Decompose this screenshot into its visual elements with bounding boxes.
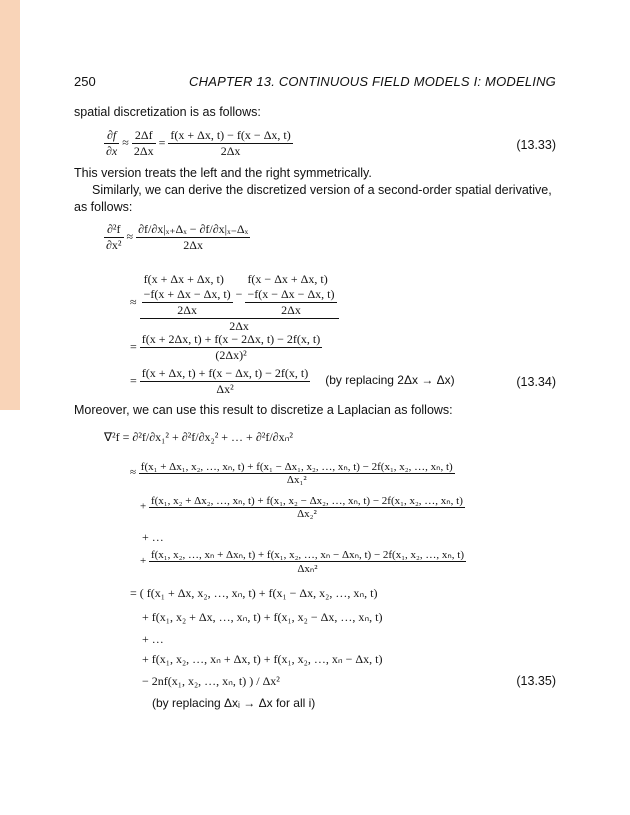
eq34-l3-num: f(x + 2Δx, t) + f(x − 2Δx, t) − 2f(x, t) [141, 332, 321, 346]
eq34-l2-b1: f(x − Δx + Δx, t) [247, 272, 328, 286]
equation-13-35-line3: + … [142, 530, 164, 544]
eq34-l2-b2: −f(x − Δx − Δx, t) [247, 287, 335, 301]
page-number: 250 [74, 74, 96, 89]
eq35-l1-num: f(x₁ + Δx₁, x₂, …, xₙ, t) + f(x₁ − Δx₁, x₂, …, xₙ, t) − 2f(x₁, x₂, …, xₙ, t) [140, 461, 453, 473]
page-edge-tab [0, 0, 20, 410]
eq34-note: (by replacing 2Δx → Δx) [325, 373, 455, 388]
equation-13-35-r1: = ( f(x₁ + Δx, x₂, …, xₙ, t) + f(x₁ − Δx, x₂, …, xₙ, t) [130, 586, 378, 600]
equation-13-35-lhs: ∇²f = ∂²f/∂x₁² + ∂²f/∂x₂² + … + ∂²f/∂xₙ² [104, 430, 293, 444]
eq34-l4-den: Δx² [216, 382, 234, 396]
equation-13-34-line1: $\frac{\text{∂²f}}{\text{∂x²}}$ ≈ $\frac{\text{∂f/∂x|ₓ₊Δₓ − ∂f/∂x|ₓ₋Δₓ}}{2\Delta x}$ [106, 222, 249, 252]
eq35-l2-num: f(x₁, x₂ + Δx₂, …, xₙ, t) + f(x₁, x₂ − Δx₂, …, xₙ, t) − 2f(x₁, x₂, …, xₙ, t) [150, 495, 463, 507]
eq34-l2-ad: 2Δx [177, 303, 197, 317]
equation-13-34-line2: ≈ f(x + Δx + Δx, t) −f(x + Δx − Δx, t) 2Δx − f(x − Δx + Δx, t) −f(x − Δx − Δx, t) 2Δx 2Δx [130, 272, 339, 334]
eq-number-13-34: (13.34) [516, 375, 556, 389]
equation-13-35-r4: + f(x₁, x₂, …, xₙ + Δx, t) + f(x₁, x₂, …, xₙ − Δx, t) [142, 652, 383, 666]
eq35-note: (by replacing Δxᵢ → Δx for all i) [152, 696, 316, 710]
eq34-lhs-den: ∂x² [106, 238, 122, 252]
equation-13-35-r5: − 2nf(x₁, x₂, …, xₙ, t) ) / Δx² [142, 674, 280, 688]
eq34-l1-den: 2Δx [183, 238, 203, 252]
paragraph-intro: spatial discretization is as follows: [74, 105, 261, 119]
equation-13-34-line3: = $\frac{f(x + 2\Delta x, t) + f(x - 2\Delta x, t) - 2f(x, t)}{\text{(2Δx)²}}$ [130, 332, 321, 362]
paragraph-symmetric: This version treats the left and the right symmetrically. [74, 166, 372, 180]
eq35-l2-den: Δx₂² [297, 508, 317, 520]
running-head: CHAPTER 13. CONTINUOUS FIELD MODELS I: MODELING [189, 74, 556, 89]
equation-13-35-line4: + f(x₁, x₂, …, xₙ + Δxₙ, t) + f(x₁, x₂, …, xₙ − Δxₙ, t) − 2f(x₁, x₂, …, xₙ, t) Δxₙ² [140, 549, 464, 575]
equation-13-35-line1: ≈ f(x₁ + Δx₁, x₂, …, xₙ, t) + f(x₁ − Δx₁, x₂, …, xₙ, t) − 2f(x₁, x₂, …, xₙ, t) Δx₁² [130, 461, 453, 486]
eq35-l4-num: f(x₁, x₂, …, xₙ + Δxₙ, t) + f(x₁, x₂, …, xₙ − Δxₙ, t) − 2f(x₁, x₂, …, xₙ, t) [150, 549, 464, 561]
eq34-l4-num: f(x + Δx, t) + f(x − Δx, t) − 2f(x, t) [141, 366, 309, 380]
eq33-mid-den: 2Δx [133, 144, 154, 158]
eq33-rhs-num: f(x + Δx, t) − f(x − Δx, t) [170, 128, 291, 142]
eq34-l2-a2: −f(x + Δx − Δx, t) [143, 287, 231, 301]
eq-number-13-33: (13.33) [516, 138, 556, 152]
eq33-lhs-num: ∂f [107, 128, 117, 142]
eq34-l2-den: 2Δx [229, 319, 249, 333]
eq33-rhs-den: 2Δx [220, 144, 241, 158]
eq33-lhs-den: ∂x [106, 144, 118, 158]
equation-13-33: $\frac{\partial f}{\partial x}$ ≈ $\frac{2\Delta f}{2\Delta x}$ = $\frac{f(x + \Delta x, t) - f(x - \Delta x, t)}{2\Delta x}$ [106, 128, 291, 158]
eq33-mid-num: 2Δf [132, 128, 156, 144]
eq35-l4-den: Δxₙ² [297, 563, 318, 575]
eq34-l2-a1: f(x + Δx + Δx, t) [143, 272, 224, 286]
paragraph-laplacian: Moreover, we can use this result to discretize a Laplacian as follows: [74, 403, 453, 417]
equation-13-34-line4: = $\frac{f(x + \Delta x, t) + f(x - \Delta x, t) - 2f(x, t)}{\text{Δx²}}$ (by replacing 2Δx → Δx) [130, 366, 455, 396]
eq34-lhs-num: ∂²f [104, 222, 124, 238]
eq-number-13-35: (13.35) [516, 674, 556, 688]
paragraph-second-order: Similarly, we can derive the discretized version of a second-order spatial derivative, as follows: [74, 183, 552, 214]
eq34-l1-num: ∂f/∂x|ₓ₊Δₓ − ∂f/∂x|ₓ₋Δₓ [138, 222, 249, 236]
equation-13-35-r2: + f(x₁, x₂ + Δx, …, xₙ, t) + f(x₁, x₂ − Δx, …, xₙ, t) [142, 610, 383, 624]
equation-13-35-r3: + … [142, 632, 164, 646]
eq34-l2-bd: 2Δx [281, 303, 301, 317]
eq35-l1-den: Δx₁² [286, 474, 307, 486]
equation-13-35-line2: + f(x₁, x₂ + Δx₂, …, xₙ, t) + f(x₁, x₂ − Δx₂, …, xₙ, t) − 2f(x₁, x₂, …, xₙ, t) Δx₂² [140, 495, 463, 520]
eq34-l3-den: (2Δx)² [215, 348, 247, 362]
